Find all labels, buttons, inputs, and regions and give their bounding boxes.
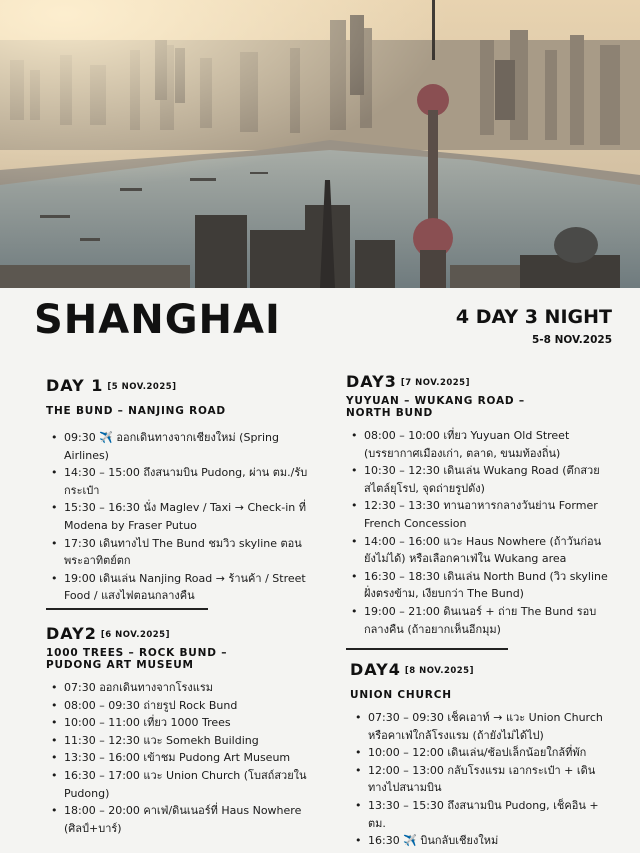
itinerary-item: • 12:00 – 13:00 กลับโรงแรม เอากระเป๋า + เดินทางไปสนามบิน: [368, 762, 612, 797]
hero-photo: [0, 0, 640, 288]
day-4-itinerary: [350, 709, 612, 850]
day-heading: [46, 624, 316, 643]
day-heading: [350, 660, 612, 679]
day-2-section: [46, 624, 316, 837]
itinerary-item: • 10:00 – 11:00 เที่ยว 1000 Trees: [64, 714, 316, 732]
itinerary-item: • 12:30 – 13:30 ทานอาหารกลางวันย่าน Former French Concession: [364, 497, 608, 532]
itinerary-item: • 10:00 – 12:00 เดินเล่น/ช้อปเล็กน้อยใกล้ที่พัก: [368, 744, 612, 762]
day-label: DAY 1: [46, 376, 104, 395]
day-date: [7 NOV.2025]: [400, 377, 470, 388]
itinerary-item: • 08:00 – 10:00 เที่ยว Yuyuan Old Street (บรรยากาศเมืองเก่า, ตลาด, ขนมท้องถิ่น): [364, 427, 608, 462]
day-3-itinerary: [346, 427, 608, 638]
day-date: [8 NOV.2025]: [404, 665, 474, 676]
day-label: DAY2: [46, 624, 97, 643]
day-heading: [46, 376, 316, 395]
day-label: DAY3: [346, 372, 397, 391]
day-1-section: [46, 376, 316, 605]
day-3-section: [346, 372, 608, 638]
itinerary-item: • 13:30 – 15:30 ถึงสนามบิน Pudong, เช็คอิน + ตม.: [368, 797, 612, 832]
itinerary-item: • 16:30 ✈️ บินกลับเชียงใหม่: [368, 832, 612, 850]
itinerary-item: • 15:30 – 16:30 นั่ง Maglev / Taxi → Check-in ที่ Modena by Fraser Putuo: [64, 499, 316, 534]
day-date: [5 NOV.2025]: [107, 381, 177, 392]
itinerary-item: • 17:30 เดินทางไป The Bund ชมวิว skyline ตอนพระอาทิตย์ตก: [64, 535, 316, 570]
day-date: [6 NOV.2025]: [100, 629, 170, 640]
divider: [46, 608, 208, 610]
itinerary-item: • 16:30 – 17:00 แวะ Union Church (โบสถ์สวยใน Pudong): [64, 767, 316, 802]
day-heading: [346, 372, 608, 391]
page-title: SHANGHAI: [34, 297, 281, 343]
shanghai-skyline-image: [0, 0, 640, 288]
itinerary-item: • 11:30 – 12:30 แวะ Somekh Building: [64, 732, 316, 750]
day-route: UNION CHURCH: [350, 689, 452, 701]
itinerary-item: • 13:30 – 16:00 เข้าชม Pudong Art Museum: [64, 749, 316, 767]
itinerary-item: • 09:30 ✈️ ออกเดินทางจากเชียงใหม่ (Spring Airlines): [64, 429, 316, 464]
itinerary-item: • 18:00 – 20:00 คาเฟ่/ดินเนอร์ที่ Haus Nowhere (ศิลป์+บาร์): [64, 802, 316, 837]
trip-dates: 5-8 NOV.2025: [531, 334, 612, 346]
day-route: THE BUND – NANJING ROAD: [46, 405, 226, 417]
itinerary-item: • 07:30 ออกเดินทางจากโรงแรม: [64, 679, 316, 697]
day-route: 1000 TREES – ROCK BUND – PUDONG ART MUSEUM: [46, 647, 228, 671]
day-2-itinerary: [46, 679, 316, 837]
itinerary-item: • 07:30 – 09:30 เช็คเอาท์ → แวะ Union Church หรือคาเฟ่ใกล้โรงแรม (ถ้ายังไม่ได้ไป): [368, 709, 612, 744]
itinerary-item: • 08:00 – 09:30 ถ่ายรูป Rock Bund: [64, 697, 316, 715]
day-1-itinerary: [46, 429, 316, 605]
day-4-section: [350, 660, 612, 850]
itinerary-item: • 14:00 – 16:00 แวะ Haus Nowhere (ถ้าวันก่อนยังไม่ได้) หรือเลือกคาเฟ่ใน Wukang area: [364, 533, 608, 568]
divider: [346, 648, 508, 650]
itinerary-item: • 10:30 – 12:30 เดินเล่น Wukang Road (ตึกสวยสไตล์ยุโรป, จุดถ่ายรูปดัง): [364, 462, 608, 497]
itinerary-item: • 19:00 เดินเล่น Nanjing Road → ร้านค้า / Street Food / แสงไฟตอนกลางคืน: [64, 570, 316, 605]
itinerary-item: • 16:30 – 18:30 เดินเล่น North Bund (วิว skyline ฝั่งตรงข้าม, เงียบกว่า The Bund): [364, 568, 608, 603]
day-label: DAY4: [350, 660, 401, 679]
itinerary-item: • 14:30 – 15:00 ถึงสนามบิน Pudong, ผ่าน ตม./รับกระเป๋า: [64, 464, 316, 499]
itinerary-item: • 19:00 – 21:00 ดินเนอร์ + ถ่าย The Bund รอบกลางคืน (ถ้าอยากเห็นอีกมุม): [364, 603, 608, 638]
trip-duration: 4 DAY 3 NIGHT: [455, 306, 612, 328]
day-route: YUYUAN – WUKANG ROAD – NORTH BUND: [346, 395, 525, 419]
